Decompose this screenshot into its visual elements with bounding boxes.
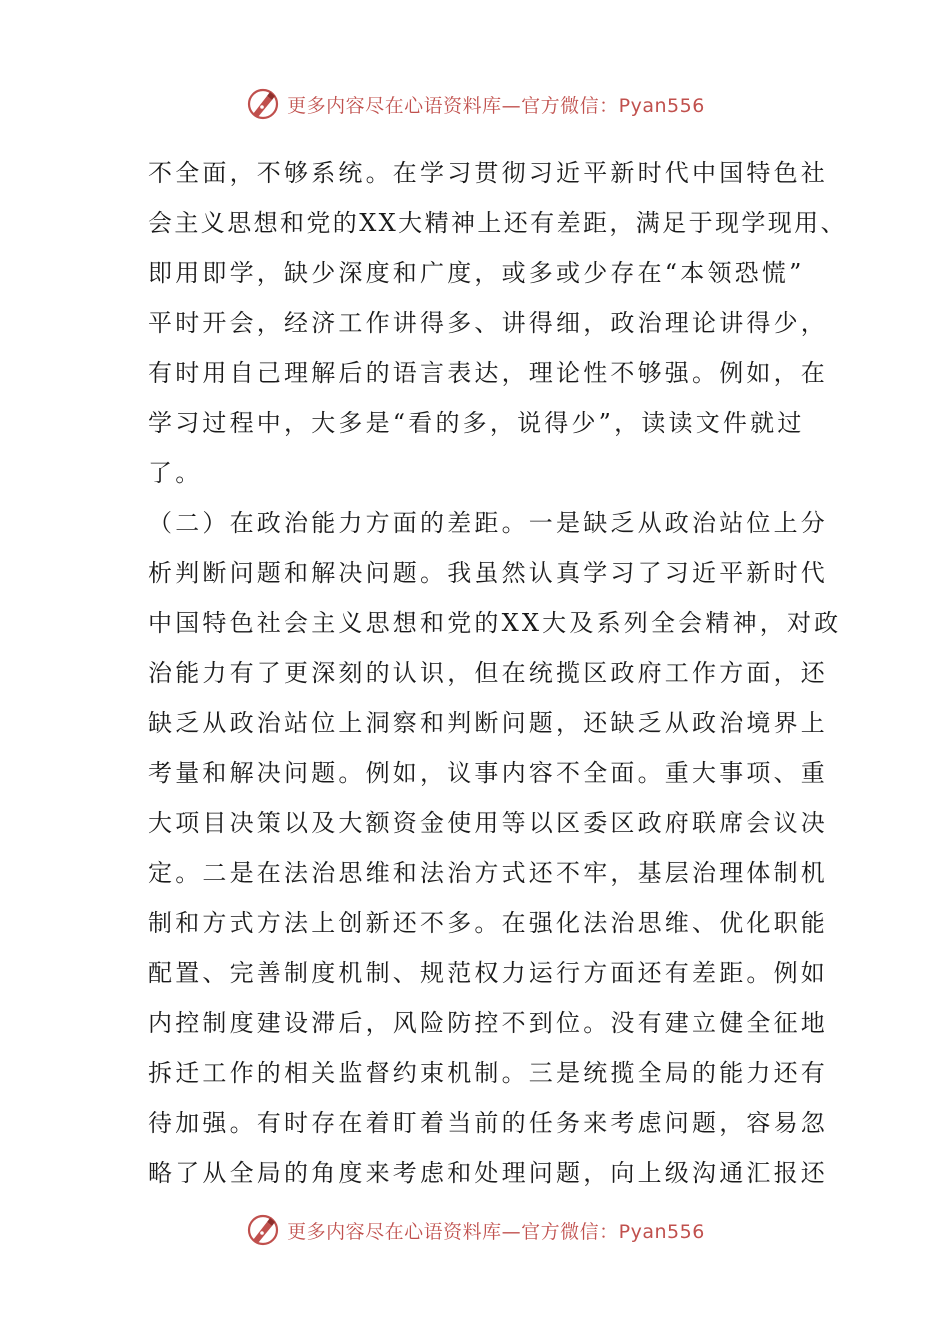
text-line: 配置、完善制度机制、规范权力运行方面还有差距。例如	[148, 959, 828, 987]
text-line: 拆迁工作的相关监督约束机制。三是统揽全局的能力还有	[148, 1059, 828, 1087]
text-line: 了。	[148, 459, 203, 487]
text-line: 即用即学，缺少深度和广度，或多或少存在“本领恐慌”	[148, 259, 805, 287]
pen-nib-logo-icon	[245, 1212, 281, 1248]
text-line: 缺乏从政治站位上洞察和判断问题，还缺乏从政治境界上	[148, 709, 828, 737]
text-line: 平时开会，经济工作讲得多、讲得细，政治理论讲得少，	[148, 309, 828, 337]
text-line: 大项目决策以及大额资金使用等以区委区政府联席会议决	[148, 809, 828, 837]
text-line: 析判断问题和解决问题。我虽然认真学习了习近平新时代	[148, 559, 828, 587]
text-line: 略了从全局的角度来考虑和处理问题，向上级沟通汇报还	[148, 1159, 828, 1187]
text-line: 不全面，不够系统。在学习贯彻习近平新时代中国特色社	[148, 159, 828, 187]
pen-nib-logo-icon	[245, 86, 281, 122]
document-body	[148, 148, 847, 1198]
text-line: 内控制度建设滞后，风险防控不到位。没有建立健全征地	[148, 1009, 828, 1037]
text-line: 有时用自己理解后的语言表达，理论性不够强。例如，在	[148, 359, 828, 387]
text-line: 治能力有了更深刻的认识，但在统揽区政府工作方面，还	[148, 659, 828, 687]
section-heading-line: （二）在政治能力方面的差距。一是缺乏从政治站位上分	[148, 509, 828, 537]
header-watermark	[0, 84, 950, 124]
text-line: 学习过程中，大多是“看的多，说得少”，读读文件就过	[148, 409, 805, 437]
text-line: 定。二是在法治思维和法治方式还不牢，基层治理体制机	[148, 859, 828, 887]
text-line: 待加强。有时存在着盯着当前的任务来考虑问题，容易忽	[148, 1109, 828, 1137]
text-line: 制和方式方法上创新还不多。在强化法治思维、优化职能	[148, 909, 828, 937]
text-line: 中国特色社会主义思想和党的XX大及系列全会精神，对政	[148, 609, 842, 637]
watermark-text: 更多内容尽在心语资料库—官方微信：Pyan556	[287, 1220, 705, 1243]
text-line: 会主义思想和党的XX大精神上还有差距，满足于现学现用、	[148, 209, 847, 237]
text-line: 考量和解决问题。例如，议事内容不全面。重大事项、重	[148, 759, 828, 787]
watermark-text: 更多内容尽在心语资料库—官方微信：Pyan556	[287, 94, 705, 117]
footer-watermark	[0, 1210, 950, 1250]
